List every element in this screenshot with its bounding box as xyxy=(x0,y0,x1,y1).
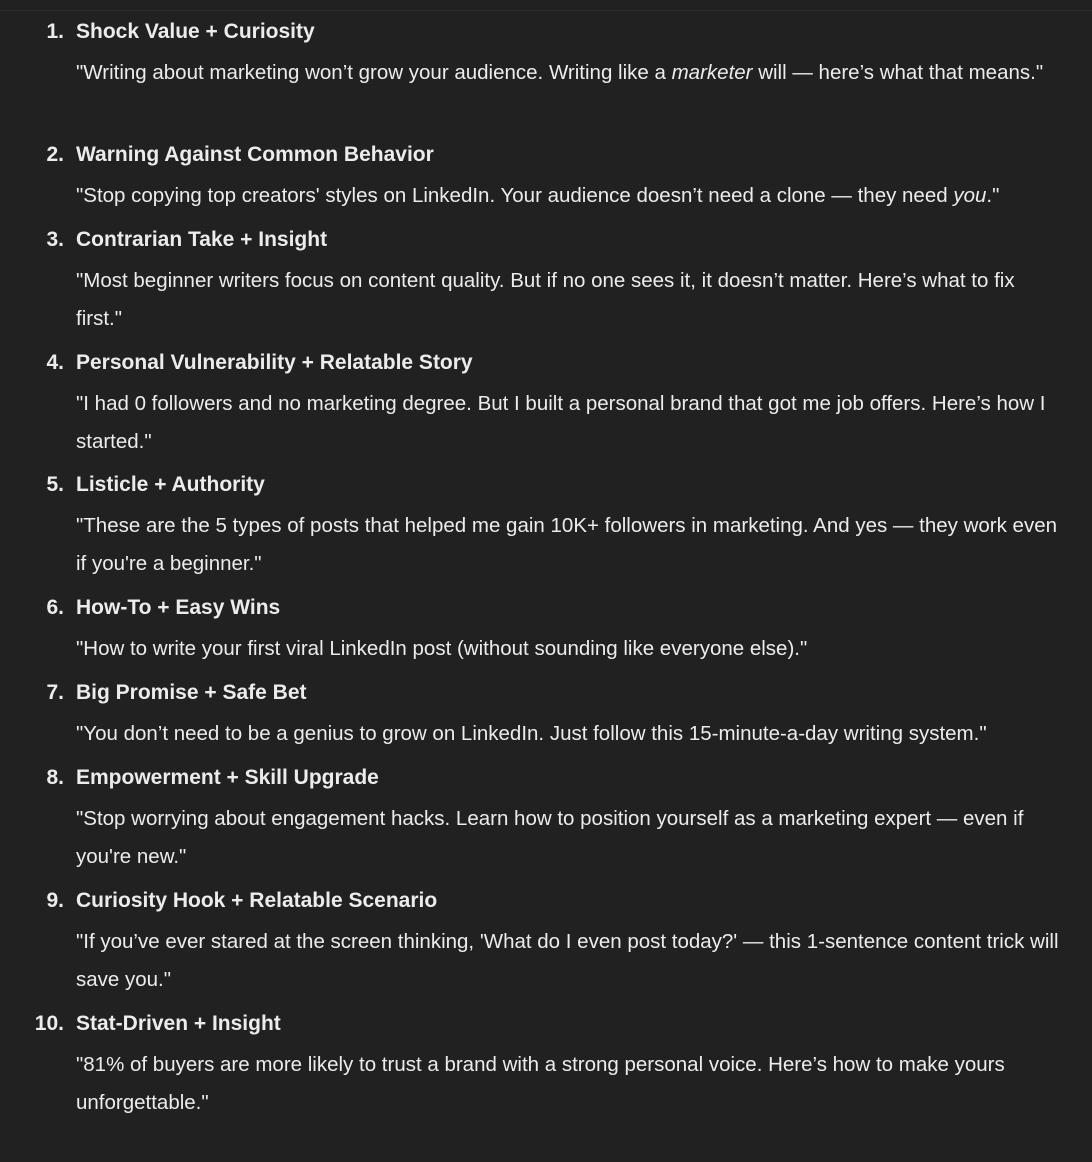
item-title: Stat-Driven + Insight xyxy=(76,1012,281,1035)
item-quote: "How to write your first viral LinkedIn post (without sounding like everyone else)." xyxy=(76,637,808,660)
item-quote: "I had 0 followers and no marketing degree. But I built a personal brand that got me job offers. Here’s how I started." xyxy=(76,392,1046,453)
item-number: 3. xyxy=(46,228,64,251)
item-number: 7. xyxy=(46,681,64,704)
item-quote: "81% of buyers are more likely to trust a brand with a strong personal voice. Here’s how to make yours unforgettable." xyxy=(76,1053,1005,1114)
item-number: 2. xyxy=(46,143,64,166)
item-number: 6. xyxy=(46,596,64,619)
item-number: 4. xyxy=(46,351,64,374)
item-title: Contrarian Take + Insight xyxy=(76,228,328,251)
item-number: 1. xyxy=(46,20,64,43)
emphasis-text: you xyxy=(953,184,987,207)
item-quote: "These are the 5 types of posts that helped me gain 10K+ followers in marketing. And yes — they work even if you're a beginner." xyxy=(76,514,1057,575)
item-title: Shock Value + Curiosity xyxy=(76,20,315,43)
item-title: Curiosity Hook + Relatable Scenario xyxy=(76,889,438,912)
item-quote: "Most beginner writers focus on content quality. But if no one sees it, it doesn’t matter. Here’s what to fix first." xyxy=(76,269,1015,330)
item-number: 9. xyxy=(46,889,64,912)
item-quote: "You don’t need to be a genius to grow on LinkedIn. Just follow this 15-minute-a-day writing system." xyxy=(76,722,987,745)
item-number: 5. xyxy=(46,473,64,496)
item-number: 8. xyxy=(46,766,64,789)
item-title: Personal Vulnerability + Relatable Story xyxy=(76,351,473,374)
item-title: Warning Against Common Behavior xyxy=(76,143,434,166)
item-quote: "Stop worrying about engagement hacks. Learn how to position yourself as a marketing expert — even if you're new." xyxy=(76,807,1024,868)
top-divider xyxy=(0,10,1092,11)
item-title: Listicle + Authority xyxy=(76,473,265,496)
item-quote: "Writing about marketing won’t grow your audience. Writing like a marketer will — here’s what that means." xyxy=(76,61,1044,84)
item-number: 10. xyxy=(34,1012,64,1035)
item-title: Empowerment + Skill Upgrade xyxy=(76,766,379,789)
item-title: Big Promise + Safe Bet xyxy=(76,681,307,704)
item-quote: "Stop copying top creators' styles on LinkedIn. Your audience doesn’t need a clone — they need you." xyxy=(76,184,1000,207)
item-quote: "If you’ve ever stared at the screen thinking, 'What do I even post today?' — this 1-sentence content trick will save you." xyxy=(76,930,1059,991)
item-title: How-To + Easy Wins xyxy=(76,596,281,619)
emphasis-text: marketer xyxy=(671,61,753,84)
